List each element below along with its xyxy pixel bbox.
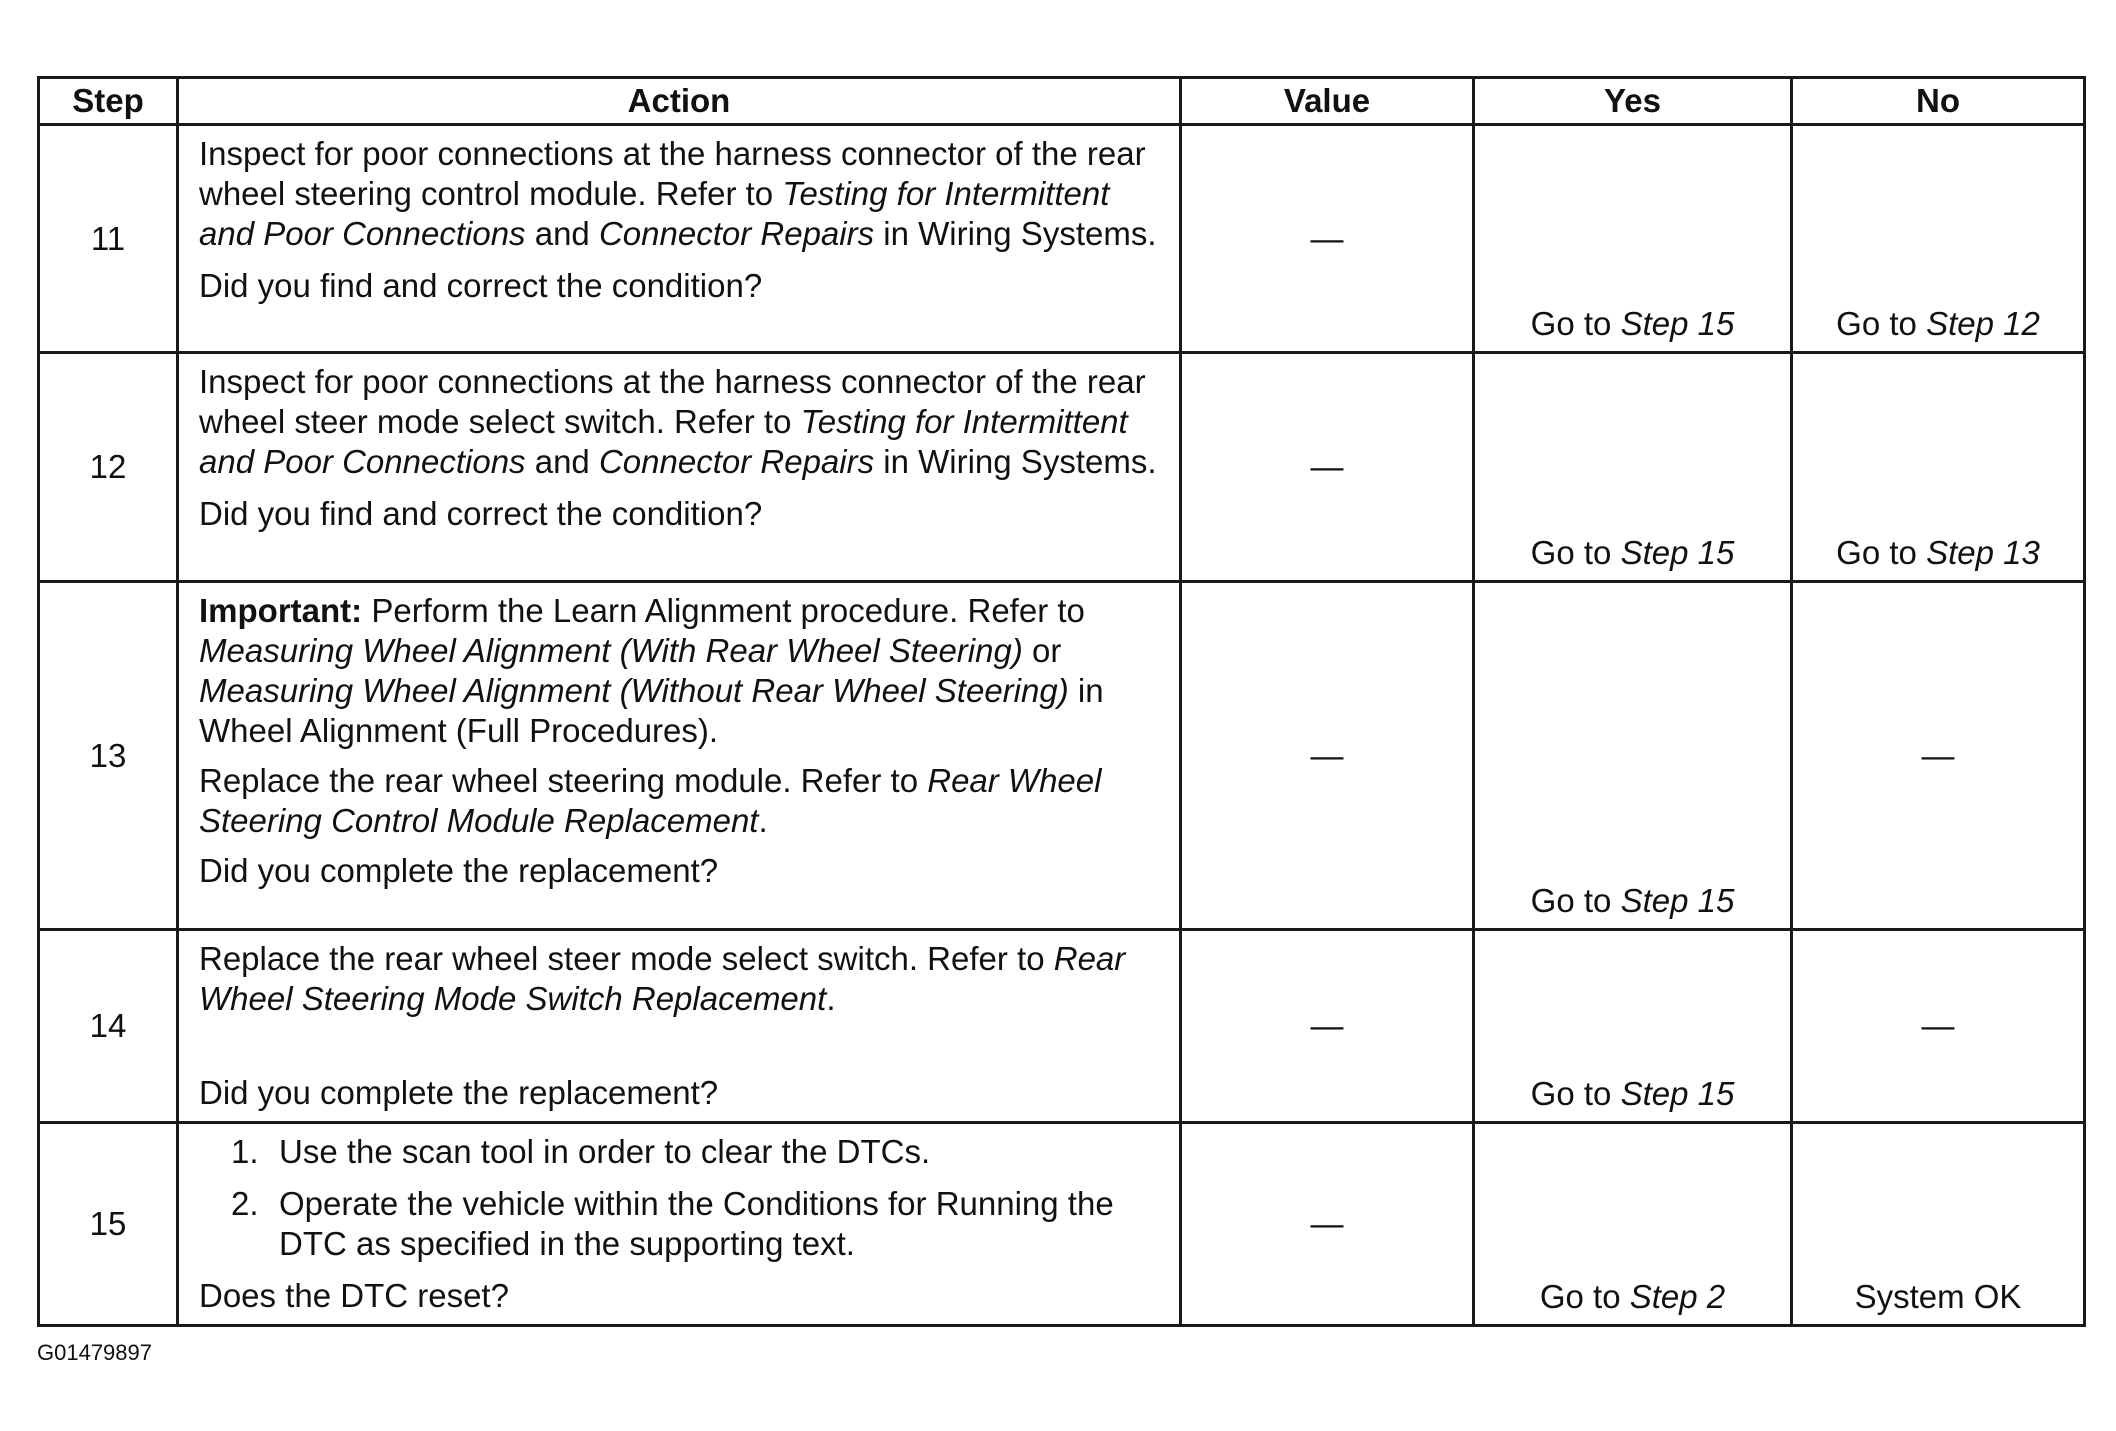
step-reference: Step 15 (1620, 882, 1735, 919)
goto-prefix: Go to (1836, 534, 1927, 571)
yes-cell (1474, 930, 1792, 1123)
action-text (199, 134, 1165, 254)
value-cell: — (1181, 353, 1474, 582)
step-reference: Step 2 (1629, 1278, 1726, 1315)
step-number: 11 (39, 125, 178, 353)
table-row-step-13 (39, 582, 2085, 930)
goto-prefix: Go to (1539, 1278, 1630, 1315)
action-text-part: in Wiring Systems. (874, 215, 1157, 252)
list-text: Operate the vehicle within the Conditions for Running the DTC as specified in the supporting text. (279, 1185, 1114, 1262)
header-no: No (1792, 78, 2085, 125)
doc-reference: Testing for Intermittent and Poor Connections (199, 403, 1128, 480)
action-question: Did you find and correct the condition? (199, 495, 763, 532)
value-cell: — (1181, 1123, 1474, 1326)
action-text-part: in Wiring Systems. (874, 443, 1157, 480)
action-question: Did you find and correct the condition? (199, 267, 763, 304)
yes-cell (1474, 582, 1792, 930)
step-reference: Step 12 (1926, 305, 2040, 342)
action-text-part: Replace the rear wheel steer mode select switch. Refer to (199, 940, 1054, 977)
doc-reference: Testing for Intermittent and Poor Connections (199, 175, 1110, 252)
action-cell (178, 125, 1181, 353)
action-cell (178, 930, 1181, 1123)
step-number: 13 (39, 582, 178, 930)
goto-prefix: Go to (1530, 1075, 1621, 1112)
step-number: 12 (39, 353, 178, 582)
table-row-step-12 (39, 353, 2085, 582)
header-action: Action (178, 78, 1181, 125)
doc-reference: Measuring Wheel Alignment (With Rear Wheel Steering) (199, 632, 1023, 669)
step-number: 15 (39, 1123, 178, 1326)
action-text (199, 939, 1165, 1019)
action-text-part: . (826, 980, 836, 1017)
doc-reference: Rear Wheel Steering Mode Switch Replacement (199, 940, 1126, 1017)
action-cell (178, 353, 1181, 582)
doc-reference: Measuring Wheel Alignment (Without Rear Wheel Steering) (199, 672, 1069, 709)
doc-reference: Connector Repairs (598, 443, 875, 480)
doc-reference: Connector Repairs (598, 215, 875, 252)
value-cell: — (1181, 582, 1474, 930)
action-text-part: and (525, 443, 599, 480)
no-cell: — (1792, 582, 2085, 930)
action-text-part: or (1022, 632, 1062, 669)
action-cell (178, 582, 1181, 930)
action-text (199, 362, 1165, 482)
important-label: Important: (199, 592, 363, 629)
step-reference: Step 15 (1620, 305, 1735, 342)
doc-reference: Rear Wheel Steering Control Module Replacement (199, 762, 1102, 839)
action-text (199, 761, 1165, 841)
goto-prefix: Go to (1836, 305, 1927, 342)
no-cell (1792, 125, 2085, 353)
action-text-part: . (758, 802, 768, 839)
yes-cell (1474, 353, 1792, 582)
goto-prefix: Go to (1530, 305, 1621, 342)
step-number: 14 (39, 930, 178, 1123)
no-cell (1792, 353, 2085, 582)
list-number: 2. (231, 1185, 259, 1222)
action-text-part: Perform the Learn Alignment procedure. Refer to (362, 592, 1085, 629)
step-reference: Step 13 (1926, 534, 2040, 571)
action-question: Does the DTC reset? (199, 1277, 509, 1314)
table-row-step-15 (39, 1123, 2085, 1326)
action-cell (178, 1123, 1181, 1326)
figure-id: G01479897 (37, 1340, 152, 1365)
yes-cell (1474, 1123, 1792, 1326)
header-yes: Yes (1474, 78, 1792, 125)
list-item (231, 1184, 1165, 1264)
no-cell: — (1792, 930, 2085, 1123)
list-number: 1. (231, 1133, 259, 1170)
table-row-step-11 (39, 125, 2085, 353)
yes-cell (1474, 125, 1792, 353)
header-step: Step (39, 78, 178, 125)
important-note (199, 591, 1165, 751)
table-row-step-14 (39, 930, 2085, 1123)
goto-prefix: Go to (1530, 534, 1621, 571)
action-question: Did you complete the replacement? (199, 852, 719, 889)
no-cell: System OK (1792, 1123, 2085, 1326)
action-text-part: Replace the rear wheel steering module. Refer to (199, 762, 928, 799)
list-item (231, 1132, 1165, 1172)
header-value: Value (1181, 78, 1474, 125)
action-question: Did you complete the replacement? (199, 1074, 719, 1111)
diagnostic-table (37, 76, 2086, 1327)
header-row (39, 78, 2085, 125)
numbered-list (199, 1132, 1165, 1264)
action-text-part: in Wheel Alignment (Full Procedures). (199, 672, 1104, 749)
action-text-part: Inspect for poor connections at the harness connector of the rear wheel steering control module. Refer to (199, 135, 1146, 212)
step-reference: Step 15 (1620, 1075, 1735, 1112)
goto-prefix: Go to (1530, 882, 1621, 919)
list-text: Use the scan tool in order to clear the DTCs. (279, 1133, 931, 1170)
action-text-part: Inspect for poor connections at the harness connector of the rear wheel steer mode select switch. Refer to (199, 363, 1146, 440)
step-reference: Step 15 (1620, 534, 1735, 571)
value-cell: — (1181, 125, 1474, 353)
action-text-part: and (525, 215, 599, 252)
value-cell: — (1181, 930, 1474, 1123)
